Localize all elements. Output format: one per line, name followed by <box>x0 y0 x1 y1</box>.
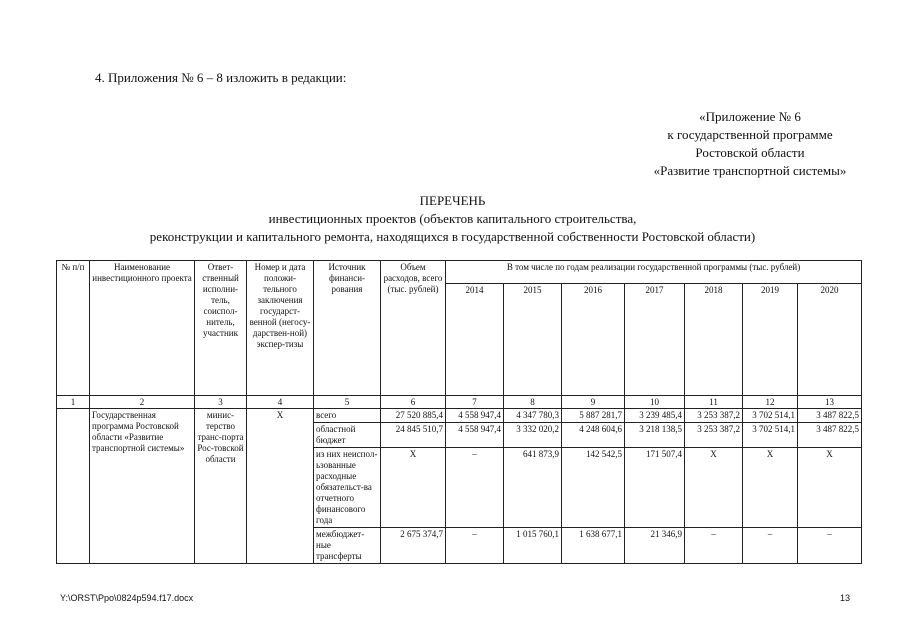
col-number: 3 <box>195 396 247 409</box>
col-number: 6 <box>381 396 446 409</box>
header-year: 2019 <box>743 284 798 396</box>
col-number: 7 <box>446 396 504 409</box>
cell-volume: 2 675 374,7 <box>381 528 446 564</box>
cell-year-value: – <box>743 528 798 564</box>
cell-year-value: 3 253 387,2 <box>685 423 743 448</box>
col-number: 10 <box>625 396 685 409</box>
cell-source: межбюджет-ные трансферты <box>314 528 381 564</box>
appendix-reference <box>600 108 900 180</box>
header-responsible: Ответ-ственный исполни-тель, соиспол-нитель, участник <box>195 261 247 396</box>
cell-volume: 24 845 510,7 <box>381 423 446 448</box>
cell-year-value: 3 487 822,5 <box>798 409 862 423</box>
cell-year-value: 3 239 485,4 <box>625 409 685 423</box>
document-subtitle-2: реконструкции и капитального ремонта, находящихся в государственной собственности Ростовской области) <box>149 229 756 244</box>
cell-volume: Х <box>381 448 446 528</box>
header-conclusion: Номер и дата положи-тельного заключения государст-венной (негосу-дарствен-ной) экспер-тизы <box>247 261 314 396</box>
col-number: 9 <box>562 396 625 409</box>
cell-year-value: 4 558 947,4 <box>446 409 504 423</box>
cell-year-value: 4 347 780,3 <box>504 409 562 423</box>
cell-year-value: – <box>446 528 504 564</box>
cell-year-value: 21 346,9 <box>625 528 685 564</box>
header-years-group: В том числе по годам реализации государственной программы (тыс. рублей) <box>446 261 862 284</box>
cell-year-value: Х <box>685 448 743 528</box>
cell-num <box>57 409 90 564</box>
col-number: 11 <box>685 396 743 409</box>
cell-year-value: 4 558 947,4 <box>446 423 504 448</box>
cell-year-value: – <box>446 448 504 528</box>
footer-page-number: 13 <box>840 593 851 603</box>
cell-year-value: 3 218 138,5 <box>625 423 685 448</box>
appendix-line-4: «Развитие транспортной системы» <box>653 163 847 178</box>
header-source: Источник финанси-рования <box>314 261 381 396</box>
footer-file-path: Y:\ORST\Ppo\0824p594.f17.docx <box>60 593 194 603</box>
header-volume: Объем расходов, всего (тыс. рублей) <box>381 261 446 396</box>
col-number: 4 <box>247 396 314 409</box>
header-year: 2015 <box>504 284 562 396</box>
cell-year-value: 3 253 387,2 <box>685 409 743 423</box>
cell-year-value: – <box>685 528 743 564</box>
appendix-line-3: Ростовской области <box>695 145 805 160</box>
cell-year-value: 641 873,9 <box>504 448 562 528</box>
cell-source: областной бюджет <box>314 423 381 448</box>
cell-year-value: 1 638 677,1 <box>562 528 625 564</box>
cell-conclusion: Х <box>247 409 314 564</box>
col-number: 13 <box>798 396 862 409</box>
header-year: 2018 <box>685 284 743 396</box>
cell-project-name: Государственная программа Ростовской области «Развитие транспортной системы» <box>90 409 195 564</box>
column-numbers-row <box>57 396 862 409</box>
document-title: ПЕРЕЧЕНЬ <box>419 193 486 208</box>
header-name: Наименование инвестиционного проекта <box>90 261 195 396</box>
table-row <box>57 409 862 423</box>
cell-year-value: 1 015 760,1 <box>504 528 562 564</box>
header-row-1 <box>57 261 862 284</box>
appendix-line-2: к государственной программе <box>667 127 833 142</box>
cell-source: из них неиспользованные расходные обязательст-ва отчетного финансового года <box>314 448 381 528</box>
cell-year-value: Х <box>743 448 798 528</box>
cell-year-value: 171 507,4 <box>625 448 685 528</box>
cell-year-value: 3 702 514,1 <box>743 409 798 423</box>
col-number: 2 <box>90 396 195 409</box>
header-year: 2016 <box>562 284 625 396</box>
header-year: 2014 <box>446 284 504 396</box>
investment-projects-table <box>56 260 862 564</box>
cell-volume: 27 520 885,4 <box>381 409 446 423</box>
appendix-line-1: «Приложение № 6 <box>699 109 801 124</box>
cell-year-value: 3 487 822,5 <box>798 423 862 448</box>
header-year: 2017 <box>625 284 685 396</box>
cell-year-value: Х <box>798 448 862 528</box>
document-subtitle-1: инвестиционных проектов (объектов капитального строительства, <box>268 211 637 226</box>
cell-year-value: 3 702 514,1 <box>743 423 798 448</box>
cell-year-value: 4 248 604,6 <box>562 423 625 448</box>
intro-paragraph: 4. Приложения № 6 – 8 изложить в редакции: <box>95 70 347 85</box>
cell-year-value: – <box>798 528 862 564</box>
cell-year-value: 5 887 281,7 <box>562 409 625 423</box>
header-num: № п/п <box>57 261 90 396</box>
col-number: 8 <box>504 396 562 409</box>
cell-year-value: 3 332 020,2 <box>504 423 562 448</box>
col-number: 1 <box>57 396 90 409</box>
cell-responsible: минис-терство транс-порта Рос-товской области <box>195 409 247 564</box>
cell-source: всего <box>314 409 381 423</box>
col-number: 5 <box>314 396 381 409</box>
col-number: 12 <box>743 396 798 409</box>
header-year: 2020 <box>798 284 862 396</box>
cell-year-value: 142 542,5 <box>562 448 625 528</box>
